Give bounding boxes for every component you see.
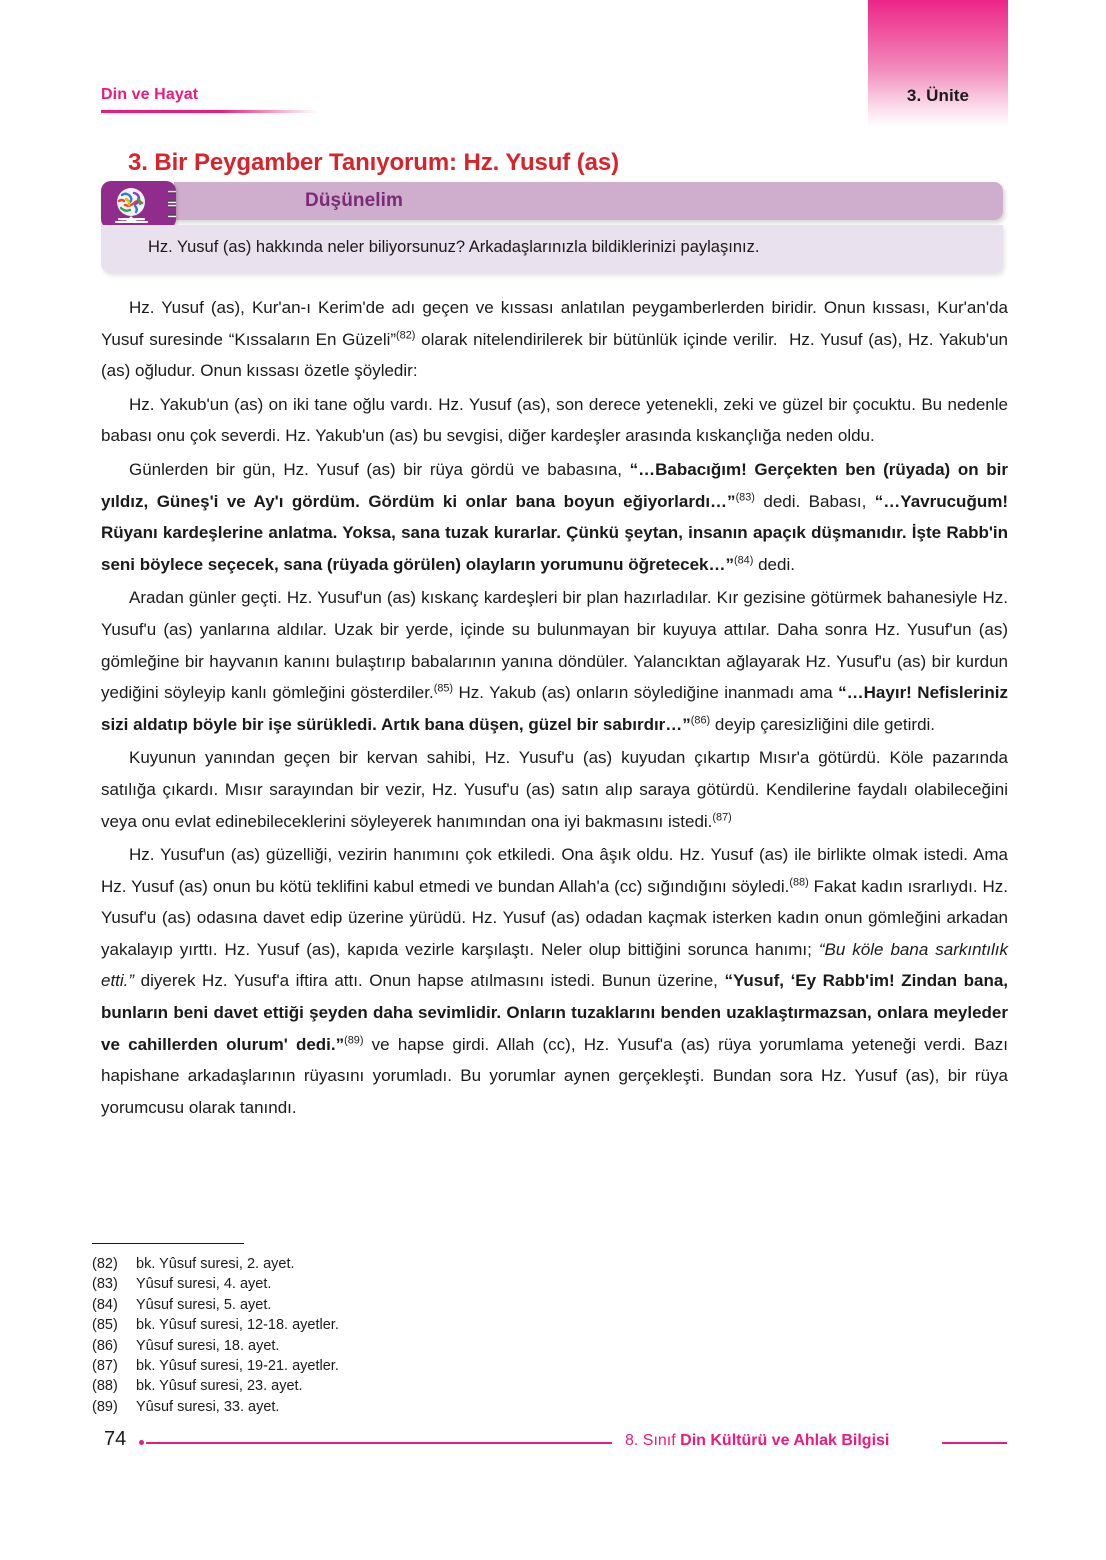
- footnote-text: Yûsuf suresi, 4. ayet.: [136, 1276, 272, 1293]
- footer-dot: [139, 1440, 144, 1445]
- brain-idea-icon: [101, 181, 176, 229]
- body-copy: [101, 292, 1008, 1125]
- footnote-number: (84): [92, 1296, 118, 1313]
- footer-grade: 8. Sınıf: [625, 1432, 681, 1449]
- footnote-number: (87): [92, 1358, 118, 1375]
- activity-header: [101, 182, 1003, 222]
- footnote-text: Yûsuf suresi, 18. ayet.: [136, 1337, 280, 1354]
- page-title: 3. Bir Peygamber Tanıyorum: Hz. Yusuf (as): [128, 149, 620, 177]
- paragraph: Hz. Yakub'un (as) on iki tane oğlu vardı. Hz. Yusuf (as), son derece yetenekli, zeki ve güzel bir çocuktu. Bu nedenle babası onu çok severdi. Hz. Yakub'un (as) bu sevgisi, diğer kardeşler arasında kıskançlığa neden oldu.: [101, 394, 1008, 446]
- unit-label: 3. Ünite: [906, 86, 970, 105]
- footnote-number: (82): [92, 1256, 118, 1272]
- paragraph: Hz. Yusuf'un (as) güzelliği, vezirin hanımını çok etkiledi. Ona âşık oldu. Hz. Yusuf (as) ile birlikte olmak istedi. Ama Hz. Yusuf (as) onun bu kötü teklifini kabul etmedi ve bundan Allah'a (cc) sığındığını söyledi.$^{(88)}$ Fakat kadın ısrarlıydı. Hz. Yusuf'u (as) odasına davet edip üzerine yürüdü. Hz. Yusuf (as) odadan kaçmak isterken kadın onun gömleğini arkadan yakalayıp yırttı. Hz. Yusuf (as), kapıda vezirle karşılaştı. Neler olup bittiğini sorunca hanımı; “Bu köle bana sarkıntılık etti.” diyerek Hz. Yusuf'a iftira attı. Onun hapse atılmasını istedi. Bunun üzerine, “Yusuf, ‘Ey Rabb'im! Zindan bana, bunların beni davet ettiği şeyden daha sevimlidir. Onların tuzaklarını benden uzaklaştırmazsan, onlara meyleder ve cahillerden olurum' dedi.”$^{(89)}$ ve hapse girdi. Allah (cc), Hz. Yusuf'a (as) rüya yorumlama yeteneği verdi. Bazı hapishane arkadaşlarının rüyasını yorumladı. Bu yorumlar aynen gerçekleşti. Bundan sora Hz. Yusuf (as), bir rüya yorumcusu olarak tanındı.: [101, 845, 1009, 1117]
- page-footer: [0, 1428, 1106, 1468]
- footer-book-title: [625, 1432, 889, 1450]
- footnote-item: [92, 1397, 732, 1417]
- footnote-number: (86): [92, 1337, 118, 1354]
- footnote-list: [92, 1254, 732, 1417]
- footnote-text: bk. Yûsuf suresi, 2. ayet.: [136, 1256, 295, 1272]
- footnote-item: [92, 1295, 732, 1315]
- footnote-number: (83): [92, 1276, 118, 1293]
- activity-prompt: Hz. Yusuf (as) hakkında neler biliyorsunuz? Arkadaşlarınızla bildiklerinizi paylaşınız.: [148, 238, 760, 256]
- activity-body: [101, 225, 1003, 273]
- footnote-item: [92, 1356, 732, 1376]
- footnote-number: (85): [92, 1317, 118, 1334]
- footnote-item: [92, 1376, 732, 1396]
- footnote-number: (89): [92, 1398, 118, 1415]
- paragraph: Kuyunun yanından geçen bir kervan sahibi, Hz. Yusuf'u (as) kuyudan çıkartıp Mısır'a götürdü. Köle pazarında satılığa çıkardı. Mısır sarayından bir vezir, Hz. Yusuf'u (as) satın alıp saraya götürdü. Kendilerine faydalı olabileceğini veya onu evlat edinebileceklerini söyleyerek hanımından ona iyi bakmasını istedi.$^{(87)}$: [101, 748, 1008, 831]
- footnote-separator: [92, 1243, 244, 1244]
- running-head: Din ve Hayat: [101, 86, 199, 103]
- spiral-binding-icon: [165, 185, 176, 221]
- footnote-text: bk. Yûsuf suresi, 12-18. ayetler.: [136, 1317, 339, 1334]
- footer-subject: Din Kültürü ve Ahlak Bilgisi: [680, 1432, 890, 1449]
- unit-gradient-block: [868, 0, 1008, 126]
- paragraph: Günlerden bir gün, Hz. Yusuf (as) bir rüya gördü ve babasına, “…Babacığım! Gerçekten ben (rüyada) on bir yıldız, Güneş'i ve Ay'ı gördüm. Gördüm ki onlar bana boyun eğiyorlardı…”$^{(83)}$ dedi. Babası, “…Yavrucuğum! Rüyanı kardeşlerine anlatma. Yoksa, sana tuzak kurarlar. Çünkü şeytan, insanın apaçık düşmanıdır. İşte Rabb'in seni böylece seçecek, sana (rüyada görülen) olayların yorumunu öğretecek…”$^{(84)}$ dedi.: [101, 459, 1008, 574]
- footnote-number: (88): [92, 1378, 118, 1395]
- paragraph: Hz. Yusuf (as), Kur'an-ı Kerim'de adı geçen ve kıssası anlatılan peygamberlerden biridir. Onun kıssası, Kur'an'da Yusuf suresinde “Kıssaların En Güzeli”$^{(82)}$ olarak nitelendirilerek bir bütünlük içinde verilir. Hz. Yusuf (as), Hz. Yakub'un (as) oğludur. Onun kıssası özetle şöyledir:: [101, 298, 1008, 381]
- footer-rule-right: [942, 1442, 1007, 1444]
- footnote-item: [92, 1274, 732, 1294]
- footnote-text: Yûsuf suresi, 5. ayet.: [136, 1296, 272, 1313]
- footnote-item: [92, 1336, 732, 1356]
- footnote-item: [92, 1254, 732, 1274]
- activity-header-bar: [174, 182, 1003, 220]
- paragraph: Aradan günler geçti. Hz. Yusuf'un (as) kıskanç kardeşleri bir plan hazırladılar. Kır gezisine götürmek bahanesiyle Hz. Yusuf'u (as) yanlarına aldılar. Uzak bir yerde, içinde su bulunmayan bir kuyuya attılar. Daha sonra Hz. Yusuf'un (as) gömleğine bir hayvanın kanını bulaştırıp babalarının yanına döndüler. Yalancıktan ağlayarak Hz. Yusuf'u (as) bir kurdun yediğini söyleyip kanlı gömleğini gösterdiler.$^{(85)}$ Hz. Yakub (as) onların söylediğine inanmadı ama “…Hayır! Nefisleriniz sizi aldatıp böyle bir işe sürükledi. Artık bana düşen, güzel bir sabırdır…”$^{(86)}$ deyip çaresizliğini dile getirdi.: [101, 588, 1008, 734]
- footer-rule-left: [146, 1442, 612, 1444]
- footnote-text: bk. Yûsuf suresi, 19-21. ayetler.: [136, 1358, 339, 1375]
- page-number: 74: [104, 1428, 127, 1450]
- activity-title: Düşünelim: [305, 190, 404, 211]
- running-head-rule: [101, 110, 319, 113]
- footnote-text: bk. Yûsuf suresi, 23. ayet.: [136, 1378, 303, 1395]
- footnote-item: [92, 1315, 732, 1335]
- footnote-text: Yûsuf suresi, 33. ayet.: [136, 1398, 280, 1415]
